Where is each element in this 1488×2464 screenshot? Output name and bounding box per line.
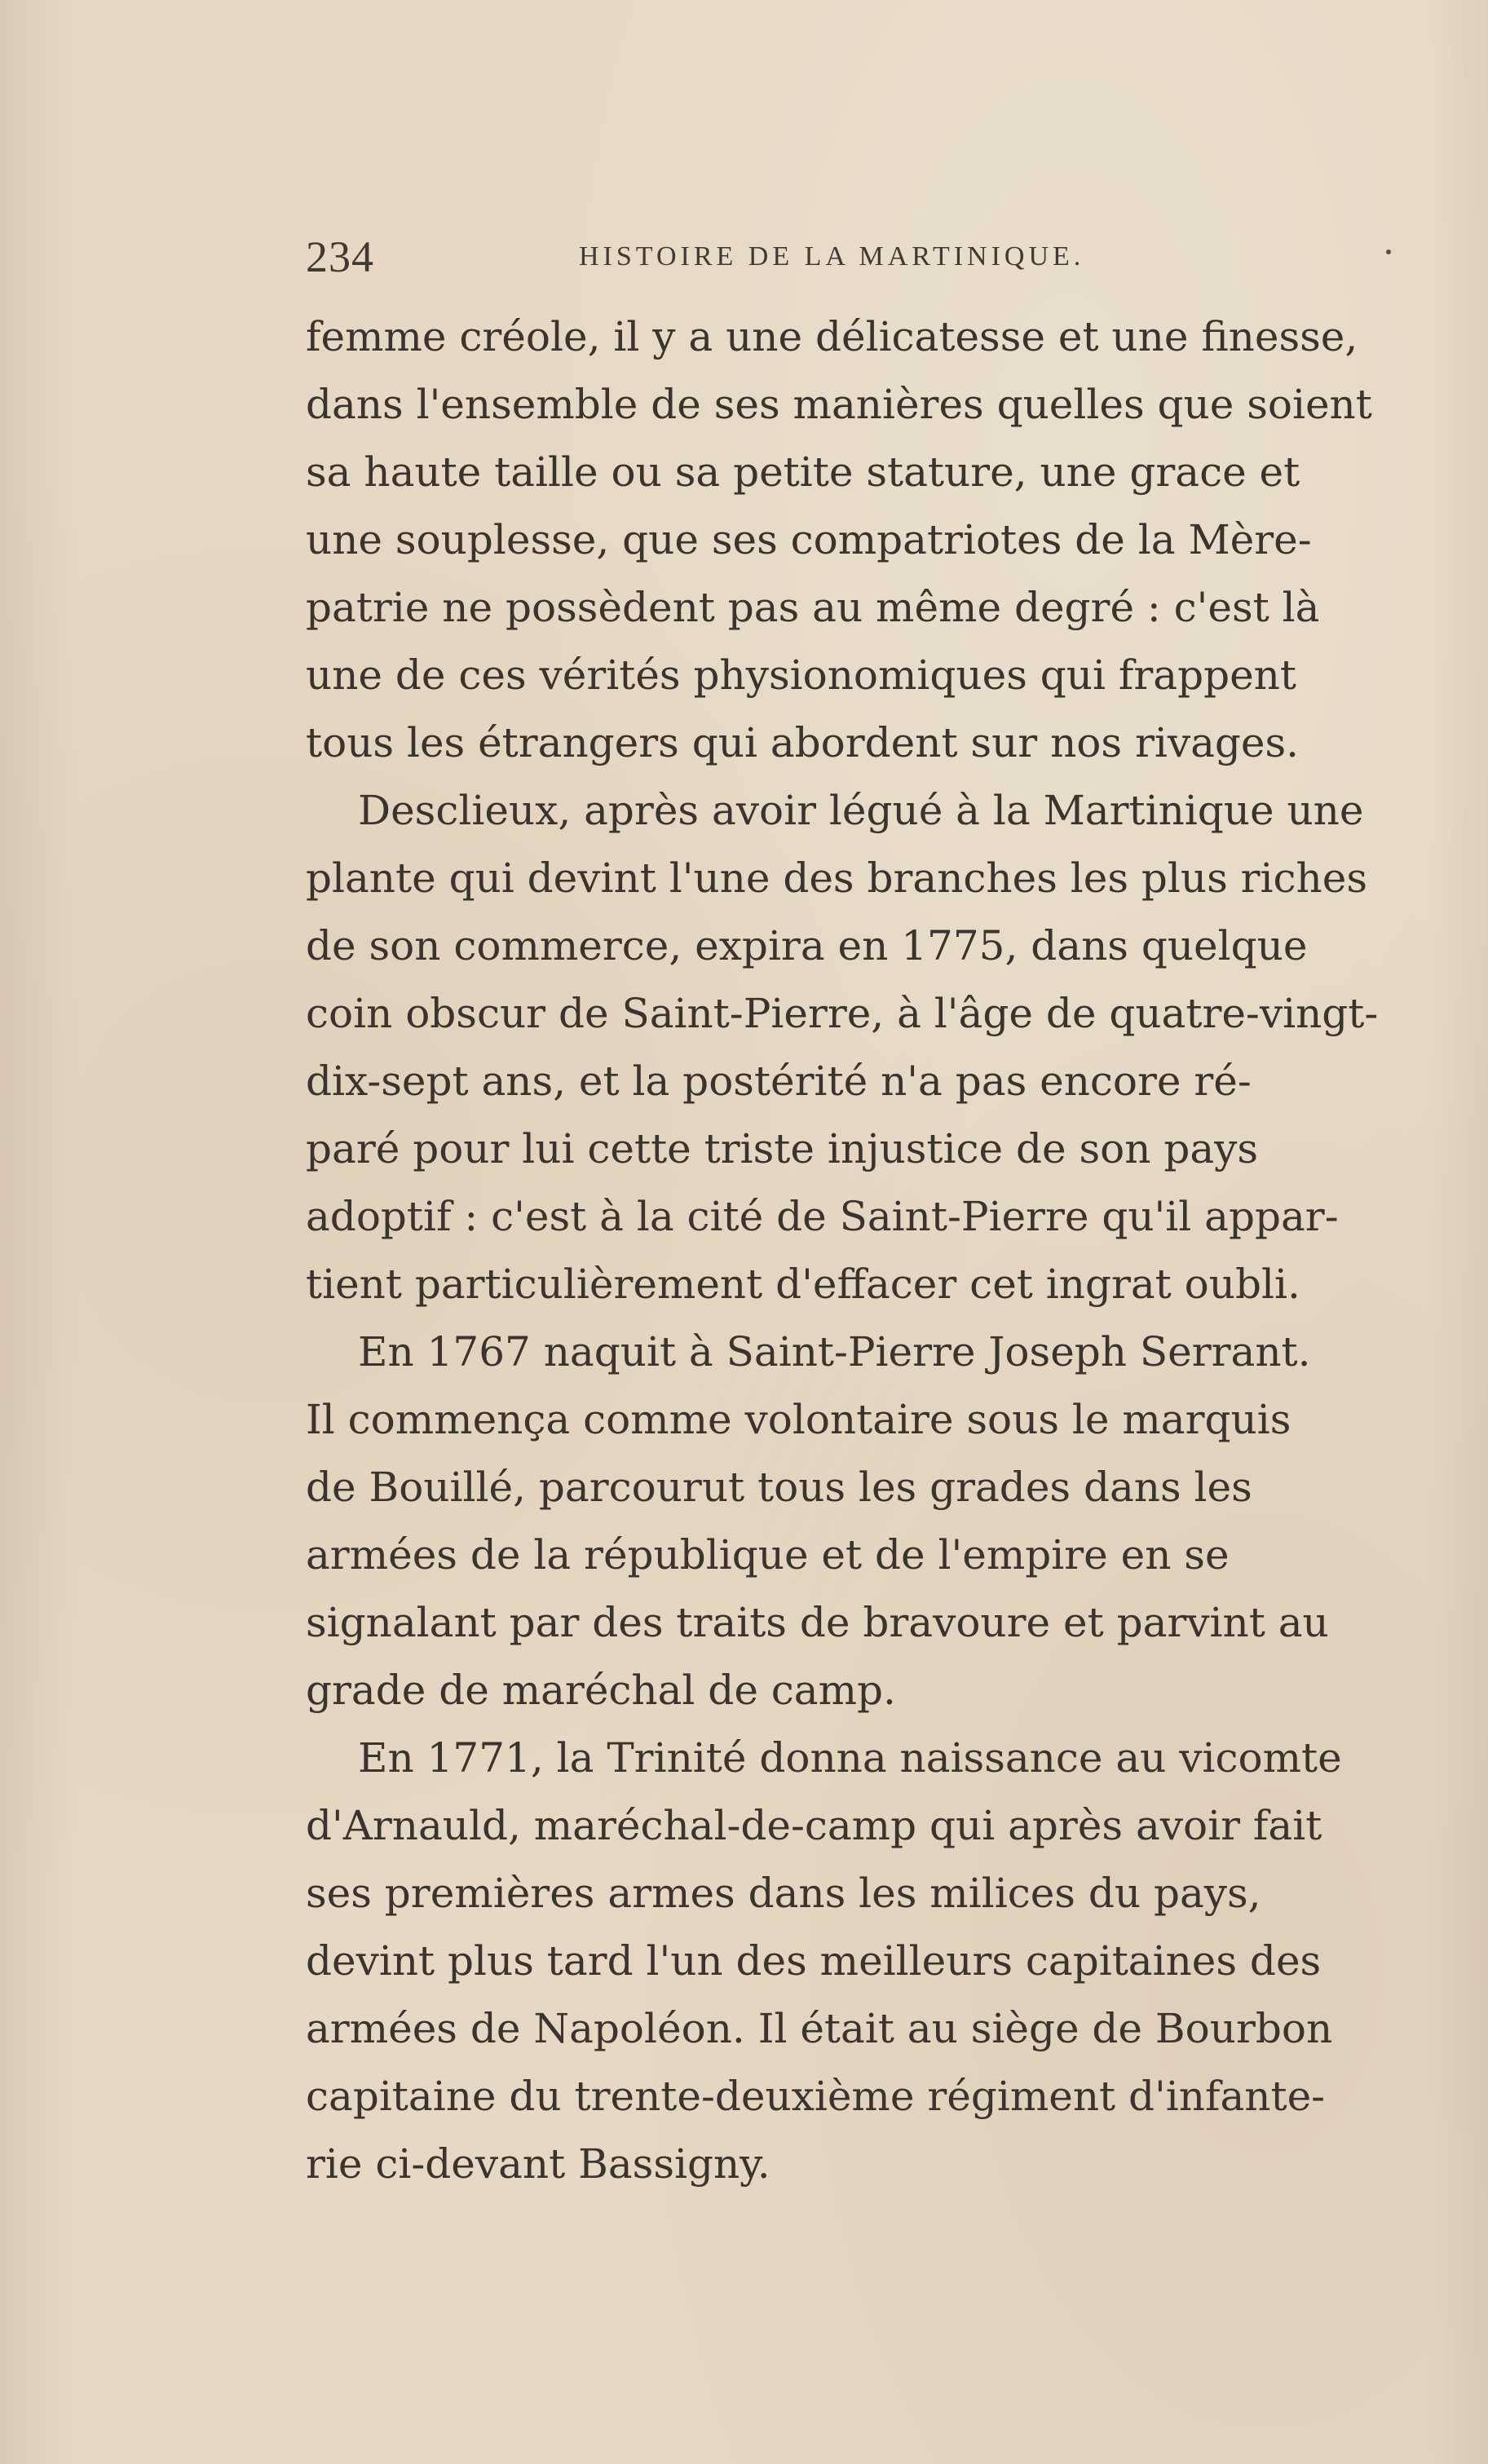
paragraph-start-line: En 1771, la Trinité donna naissance au vicomte (358, 1734, 1342, 1782)
text-line: femme créole, il y a une délicatesse et une finesse, (306, 313, 1358, 360)
text-line: une souplesse, que ses compatriotes de la Mère- (306, 516, 1312, 563)
text-line: paré pour lui cette triste injustice de son pays (306, 1125, 1259, 1172)
text-line: devint plus tard l'un des meilleurs capitaines des (306, 1937, 1322, 1985)
paragraph-start-line: Desclieux, après avoir légué à la Martinique une (358, 787, 1364, 834)
text-line: adoptif : c'est à la cité de Saint-Pierre qu'il appar- (306, 1193, 1339, 1240)
text-line: sa haute taille ou sa petite stature, une grace et (306, 448, 1300, 496)
body-text (306, 303, 1415, 2198)
text-line: Il commença comme volontaire sous le marquis (306, 1396, 1292, 1443)
running-head (306, 228, 1415, 285)
text-line: patrie ne possèdent pas au même degré : c'est là (306, 584, 1320, 631)
text-line: armées de la république et de l'empire en se (306, 1531, 1230, 1579)
text-line: de son commerce, expira en 1775, dans quelque (306, 922, 1308, 969)
running-title: HISTOIRE DE LA MARTINIQUE. (579, 241, 1085, 272)
text-line: grade de maréchal de camp. (306, 1667, 896, 1714)
text-line: d'Arnauld, maréchal-de-camp qui après avoir fait (306, 1802, 1322, 1849)
text-line: dix-sept ans, et la postérité n'a pas encore ré- (306, 1058, 1252, 1105)
text-line: armées de Napoléon. Il était au siège de Bourbon (306, 2005, 1333, 2052)
text-line: rie ci-devant Bassigny. (306, 2140, 770, 2188)
text-line: capitaine du trente-deuxième régiment d'infante- (306, 2073, 1326, 2120)
text-line: tous les étrangers qui abordent sur nos rivages. (306, 719, 1300, 766)
text-line: tient particulièrement d'effacer cet ingrat oubli. (306, 1261, 1300, 1308)
text-line: dans l'ensemble de ses manières quelles que soient (306, 381, 1372, 428)
page-number: 234 (306, 232, 374, 281)
text-line: coin obscur de Saint-Pierre, à l'âge de quatre-vingt- (306, 990, 1379, 1037)
text-line: signalant par des traits de bravoure et parvint au (306, 1599, 1329, 1646)
text-line: une de ces vérités physionomiques qui frappent (306, 651, 1296, 699)
paragraph-start-line: En 1767 naquit à Saint-Pierre Joseph Serrant. (358, 1328, 1311, 1376)
text-line: ses premières armes dans les milices du pays, (306, 1870, 1261, 1917)
text-line: plante qui devint l'une des branches les plus riches (306, 854, 1367, 902)
ink-speck (1386, 249, 1391, 254)
text-line: de Bouillé, parcourut tous les grades dans les (306, 1464, 1252, 1511)
